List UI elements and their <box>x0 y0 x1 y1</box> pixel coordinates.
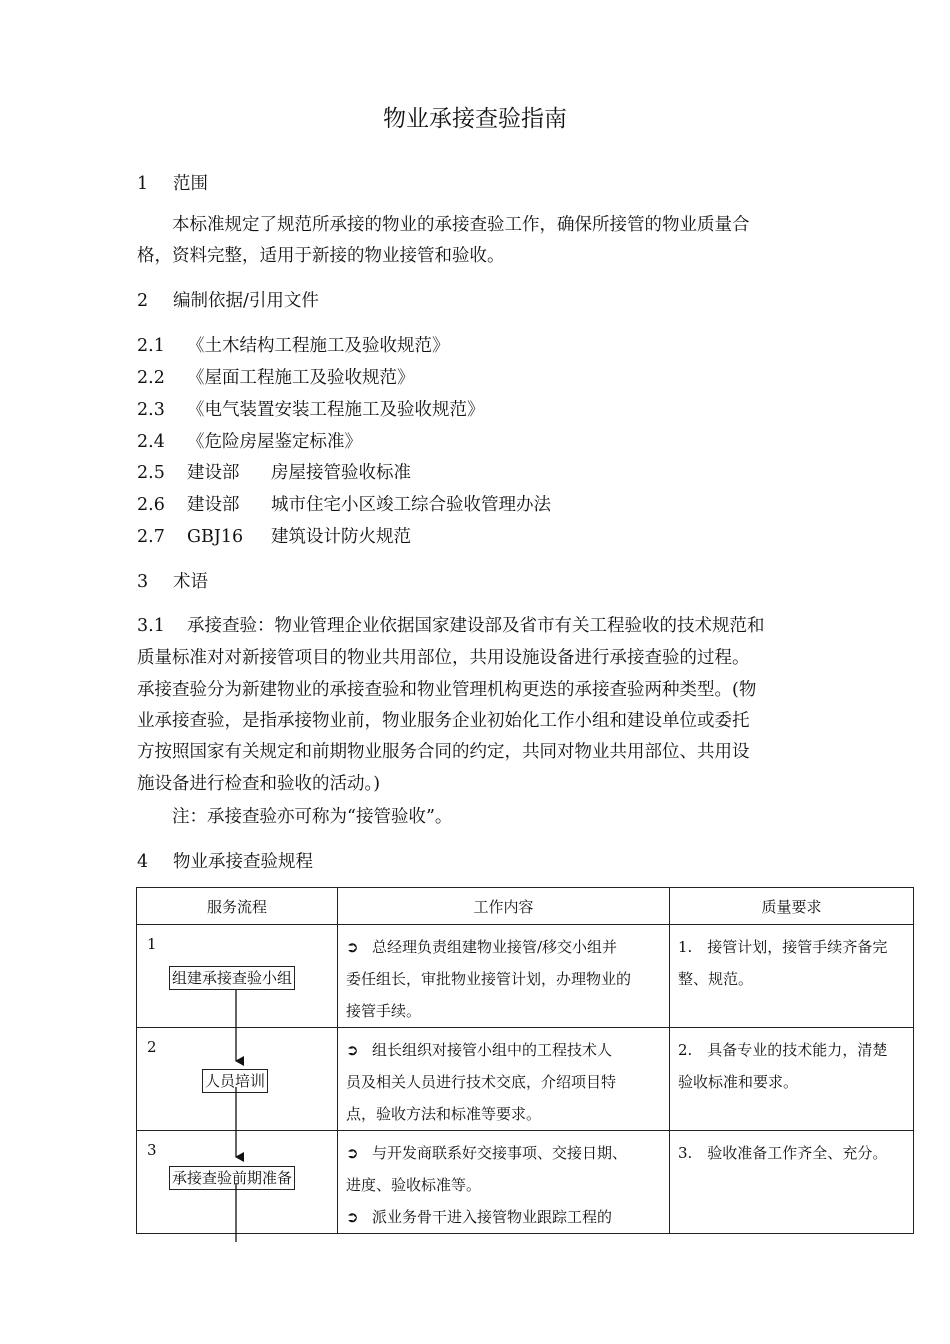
step-number: 2 <box>147 1038 157 1056</box>
content-cell: ➲ 组长组织对接管小组中的工程技术人 员及相关人员进行技术交底，介绍项目特 点，验收方法和标准等要求。 <box>338 1028 670 1131</box>
arrow-bullet-icon: ➲ <box>346 1041 359 1059</box>
section-4-heading: 4 物业承接查验规程 <box>137 852 313 872</box>
requirement-cell: 3. 验收准备工作齐全、充分。 <box>670 1131 914 1234</box>
definition-line: 方按照国家有关规定和前期物业服务合同的约定，共同对物业共用部位、共用设 <box>137 742 750 762</box>
definition-line: 承接查验分为新建物业的承接查验和物业管理机构更迭的承接查验两种类型。(物 <box>137 680 757 700</box>
step-number: 1 <box>147 935 157 953</box>
arrow-bullet-icon: ➲ <box>346 1208 359 1226</box>
flow-step-box: 人员培训 <box>202 1069 268 1093</box>
section-3-heading: 3 术语 <box>137 572 208 592</box>
section-1-heading: 1 范围 <box>137 174 208 194</box>
note: 注：承接查验亦可称为“接管验收”。 <box>172 807 453 827</box>
section-1-text-line: 本标准规定了规范所承接的物业的承接查验工作，确保所接管的物业质量合 <box>172 215 750 235</box>
reference-item: 2.3 《电气装置安装工程施工及验收规范》 <box>137 400 485 420</box>
definition-line: 3.1 承接查验：物业管理企业依据国家建设部及省市有关工程验收的技术规范和 <box>137 616 765 636</box>
arrow-bullet-icon: ➲ <box>346 938 359 956</box>
reference-item: 2.6 建设部 城市住宅小区竣工综合验收管理办法 <box>137 495 551 515</box>
requirement-cell: 1. 接管计划，接管手续齐备完 整、规范。 <box>670 925 914 1028</box>
page-title: 物业承接查验指南 <box>383 106 567 132</box>
reference-item: 2.7 GBJ16 建筑设计防火规范 <box>137 527 411 547</box>
content-cell: ➲ 总经理负责组建物业接管/移交小组并 委任组长，审批物业接管计划，办理物业的 接管手续。 <box>338 925 670 1028</box>
header-requirement: 质量要求 <box>670 888 914 925</box>
reference-item: 2.5 建设部 房屋接管验收标准 <box>137 463 411 483</box>
reference-item: 2.2 《屋面工程施工及验收规范》 <box>137 368 415 388</box>
definition-line: 施设备进行检查和验收的活动。) <box>137 774 381 794</box>
flow-step-box: 组建承接查验小组 <box>169 966 295 990</box>
flow-step-box: 承接查验前期准备 <box>169 1166 295 1190</box>
header-content: 工作内容 <box>338 888 670 925</box>
reference-item: 2.1 《土木结构工程施工及验收规范》 <box>137 336 450 356</box>
definition-line: 业承接查验，是指承接物业前，物业服务企业初始化工作小组和建设单位或委托 <box>137 711 750 731</box>
reference-item: 2.4 《危险房屋鉴定标准》 <box>137 432 362 452</box>
section-1-text-line: 格，资料完整，适用于新接的物业接管和验收。 <box>137 246 505 266</box>
section-2-heading: 2 编制依据/引用文件 <box>137 291 319 311</box>
arrow-bullet-icon: ➲ <box>346 1144 359 1162</box>
step-number: 3 <box>147 1141 157 1159</box>
requirement-cell: 2. 具备专业的技术能力，清楚 验收标准和要求。 <box>670 1028 914 1131</box>
header-flow: 服务流程 <box>137 888 338 925</box>
content-cell: ➲ 与开发商联系好交接事项、交接日期、 进度、验收标准等。 ➲ 派业务骨干进入接管物业跟踪工程的 <box>338 1131 670 1234</box>
definition-line: 质量标准对对新接管项目的物业共用部位，共用设施设备进行承接查验的过程。 <box>137 648 750 668</box>
